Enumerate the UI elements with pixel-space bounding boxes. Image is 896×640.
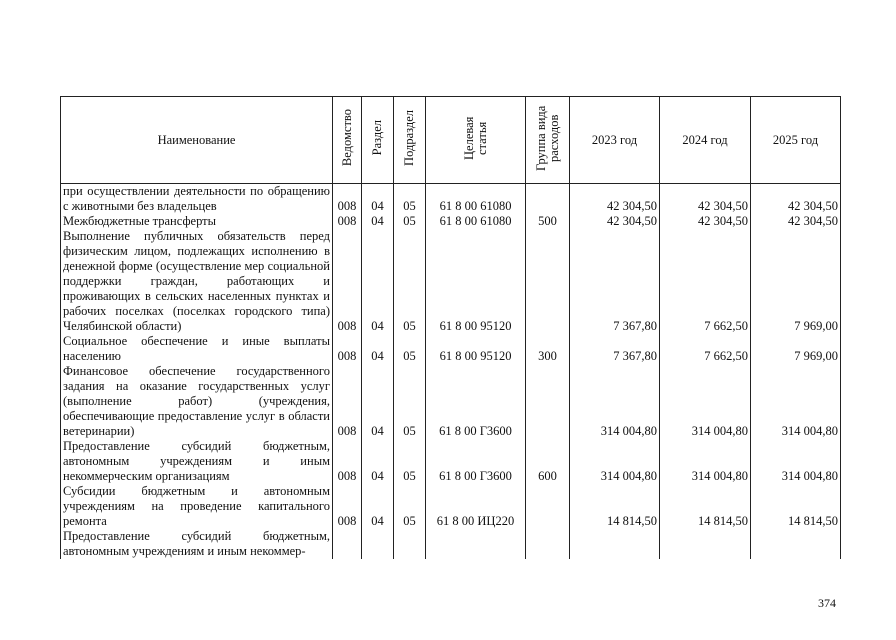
row-subsection: 05 bbox=[394, 229, 426, 334]
row-2024: 314 004,80 bbox=[660, 364, 751, 439]
row-2024: 42 304,50 bbox=[660, 214, 751, 229]
row-2023: 14 814,50 bbox=[570, 484, 660, 529]
row-subsection: 05 bbox=[394, 184, 426, 215]
header-subsection: Подраздел bbox=[394, 97, 426, 184]
row-section: 04 bbox=[362, 439, 394, 484]
row-dept: 008 bbox=[333, 364, 362, 439]
row-group bbox=[526, 184, 570, 215]
header-target: Целевая статья bbox=[426, 97, 526, 184]
header-group: Группа вида расходов bbox=[526, 97, 570, 184]
row-section: 04 bbox=[362, 184, 394, 215]
row-name: Выполнение публичных обязательств перед физическим лицом, подлежащих исполнению в денежной форме (осуществление мер социальной поддержки граждан, работающих и проживающих в сельских населенных пунктах и рабочих поселках (поселках городского типа) Челябинской области) bbox=[61, 229, 333, 334]
table-row bbox=[61, 529, 841, 559]
row-target: 61 8 00 95120 bbox=[426, 229, 526, 334]
header-section: Раздел bbox=[362, 97, 394, 184]
row-2024: 7 662,50 bbox=[660, 334, 751, 364]
row-group bbox=[526, 229, 570, 334]
row-dept: 008 bbox=[333, 334, 362, 364]
row-section: 04 bbox=[362, 484, 394, 529]
row-name: Предоставление субсидий бюджетным, автономным учреждениям и иным некоммерческим организациям bbox=[61, 439, 333, 484]
table-row bbox=[61, 229, 841, 334]
row-2025: 42 304,50 bbox=[751, 214, 841, 229]
row-subsection: 05 bbox=[394, 484, 426, 529]
row-dept bbox=[333, 529, 362, 559]
row-target: 61 8 00 95120 bbox=[426, 334, 526, 364]
row-2025: 7 969,00 bbox=[751, 334, 841, 364]
row-section: 04 bbox=[362, 364, 394, 439]
row-2024 bbox=[660, 529, 751, 559]
row-2023 bbox=[570, 529, 660, 559]
row-2023: 42 304,50 bbox=[570, 214, 660, 229]
row-name: Финансовое обеспечение государственного задания на оказание государственных услуг (выполнение работ) (учреждения, обеспечивающие предоставление услуг в области ветеринарии) bbox=[61, 364, 333, 439]
row-2023: 7 367,80 bbox=[570, 229, 660, 334]
row-subsection: 05 bbox=[394, 334, 426, 364]
row-2023: 42 304,50 bbox=[570, 184, 660, 215]
row-group bbox=[526, 364, 570, 439]
row-subsection: 05 bbox=[394, 439, 426, 484]
table-row bbox=[61, 184, 841, 215]
row-target: 61 8 00 ИЦ220 bbox=[426, 484, 526, 529]
table-row bbox=[61, 439, 841, 484]
row-dept: 008 bbox=[333, 484, 362, 529]
budget-table bbox=[60, 96, 841, 559]
row-2023: 314 004,80 bbox=[570, 364, 660, 439]
row-group: 300 bbox=[526, 334, 570, 364]
row-dept: 008 bbox=[333, 229, 362, 334]
row-2025: 7 969,00 bbox=[751, 229, 841, 334]
row-name: Субсидии бюджетным и автономным учреждениям на проведение капитального ремонта bbox=[61, 484, 333, 529]
row-section: 04 bbox=[362, 334, 394, 364]
table-row bbox=[61, 214, 841, 229]
row-section: 04 bbox=[362, 214, 394, 229]
row-section bbox=[362, 529, 394, 559]
row-dept: 008 bbox=[333, 439, 362, 484]
header-dept: Ведомство bbox=[333, 97, 362, 184]
row-group: 500 bbox=[526, 214, 570, 229]
row-name: Социальное обеспечение и иные выплаты населению bbox=[61, 334, 333, 364]
header-2023: 2023 год bbox=[570, 97, 660, 184]
row-target bbox=[426, 529, 526, 559]
row-target: 61 8 00 61080 bbox=[426, 184, 526, 215]
row-2025 bbox=[751, 529, 841, 559]
table-row bbox=[61, 484, 841, 529]
row-group: 600 bbox=[526, 439, 570, 484]
row-group bbox=[526, 484, 570, 529]
table-row bbox=[61, 334, 841, 364]
row-group bbox=[526, 529, 570, 559]
row-subsection: 05 bbox=[394, 214, 426, 229]
row-name: Межбюджетные трансферты bbox=[61, 214, 333, 229]
row-2023: 314 004,80 bbox=[570, 439, 660, 484]
row-2025: 14 814,50 bbox=[751, 484, 841, 529]
row-section: 04 bbox=[362, 229, 394, 334]
page-number: 374 bbox=[818, 596, 836, 610]
row-2025: 42 304,50 bbox=[751, 184, 841, 215]
row-target: 61 8 00 61080 bbox=[426, 214, 526, 229]
table-row bbox=[61, 364, 841, 439]
row-name: Предоставление субсидий бюджетным, автономным учреждениям и иным некоммер- bbox=[61, 529, 333, 559]
header-row bbox=[61, 97, 841, 184]
row-name: при осуществлении деятельности по обращению с животными без владельцев bbox=[61, 184, 333, 215]
row-target: 61 8 00 Г3600 bbox=[426, 364, 526, 439]
row-2024: 42 304,50 bbox=[660, 184, 751, 215]
row-2024: 14 814,50 bbox=[660, 484, 751, 529]
row-target: 61 8 00 Г3600 bbox=[426, 439, 526, 484]
row-2025: 314 004,80 bbox=[751, 439, 841, 484]
row-subsection bbox=[394, 529, 426, 559]
row-dept: 008 bbox=[333, 214, 362, 229]
header-2024: 2024 год bbox=[660, 97, 751, 184]
row-2024: 7 662,50 bbox=[660, 229, 751, 334]
header-2025: 2025 год bbox=[751, 97, 841, 184]
row-subsection: 05 bbox=[394, 364, 426, 439]
row-2023: 7 367,80 bbox=[570, 334, 660, 364]
row-2025: 314 004,80 bbox=[751, 364, 841, 439]
row-dept: 008 bbox=[333, 184, 362, 215]
header-name: Наименование bbox=[61, 97, 333, 184]
row-2024: 314 004,80 bbox=[660, 439, 751, 484]
